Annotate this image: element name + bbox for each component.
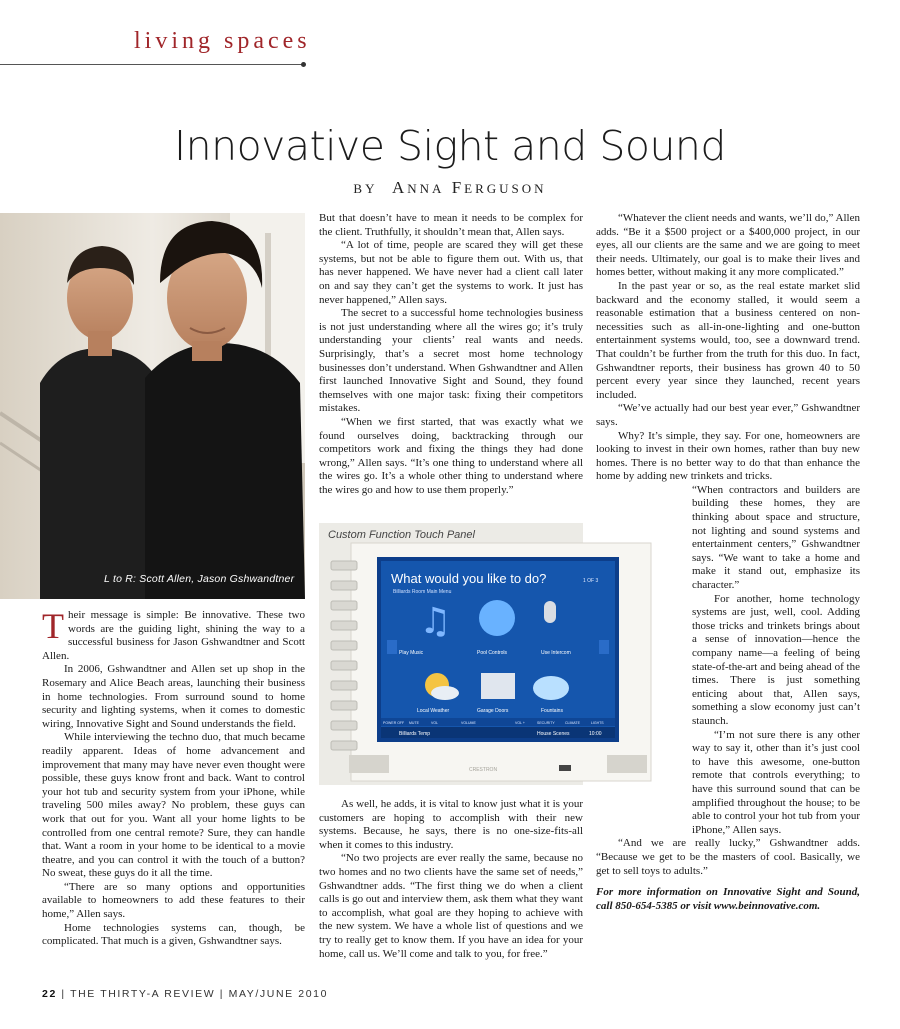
column-1 [42, 606, 305, 949]
panel-bottom-label-7: LIGHTS [591, 721, 604, 725]
panel-tile-weather: Local Weather [417, 708, 450, 714]
article-title: Innovative Sight and Sound [174, 122, 726, 170]
col3-paragraph-2: In the past year or so, as the real estate market slid backward and the economy stalled, it would seem a reasonable estimation that a business centered on non-necessities such as all-in-one-lighting and one-button entertainment systems would, too, see a downward trend. That couldn’t be further from the truth for this duo. In fact, Gshwandtner reports, their business has grown 40 to 50 percent every year since they launched, recent years included. [596, 279, 860, 401]
panel-bottom-label-3: VOLUME [461, 721, 476, 725]
panel-bottom-label-0: POWER OFF [383, 721, 405, 725]
page-number: 22 [42, 988, 57, 1000]
column-3 [596, 212, 860, 913]
panel-page-indicator: 1 OF 3 [583, 578, 599, 584]
col2a-paragraph-2: “A lot of time, people are scared they will get these systems, but not be able to figure them out. With us, that has never happened. We have never had a client call later on and say they can’t get the systems to work. It just has never happened,” Allen says. [319, 239, 583, 306]
byline-by: BY [353, 181, 378, 196]
panel-bottom-label-5: SECURITY [537, 721, 555, 725]
panel-tile-garage: Garage Doors [477, 708, 509, 714]
panel-bottom-label-1: MUTE [409, 721, 419, 725]
panel-tile-pool: Pool Controls [477, 650, 508, 656]
photo-caption: L to R: Scott Allen, Jason Gshwandtner [104, 573, 295, 585]
panel-bottom-label-6: CLIMATE [565, 721, 580, 725]
footer-separator-1: | [61, 988, 66, 1000]
byline-first-rest: NNA [407, 181, 445, 196]
music-note-icon: ♫ [419, 601, 452, 642]
page-footer [42, 988, 328, 1000]
panel-tile-fountains: Fountains [541, 708, 563, 714]
col2a-paragraph-3: The secret to a successful home technologies business is not just understanding where all the wires go; it’s truly understanding your clients’ real wants and needs. Surprisingly, that’s a secret most home technology businesses don’t understand. When Gshwandtner and Allen first launched Innovative Sight and Sound, they found themselves with one major task: fixing their competitors mistakes. [319, 307, 583, 415]
panel-bottom-label-4: VOL + [515, 721, 525, 725]
col3-paragraph-8: “And we are really lucky,” Gshwandtner adds. “Because we get to be the masters of cool. Basically, we get to sell toys to adults.” [596, 837, 860, 877]
col1-paragraph-1 [42, 606, 305, 663]
section-label: living spaces [134, 28, 311, 54]
publication-name: THE THIRTY-A REVIEW [70, 988, 216, 1000]
portrait-illustration [0, 213, 305, 599]
portrait-photo [0, 213, 305, 599]
touch-panel-image [319, 523, 604, 785]
col3-paragraph-5: “When contractors and builders are building these homes, they are thinking about space and structure, not lighting and sound systems and entertainment centers,” Gshwandtner says. “We want to take a home and make it stand out, emphasize its character.” [692, 483, 860, 592]
panel-subtitle: Billiards Room Main Menu [393, 589, 452, 595]
column-2-bottom [319, 798, 583, 961]
dropcap: T [42, 606, 64, 646]
col3-paragraph-6: For another, home technology systems are just, well, cool. Adding those tricks and trinkets brings about a sense of innovation—hence the company name—a feeling of being state-of-the-art and being ahead of the times. There is just something enticing about that, Allen says, something a slow economy just can’t staunch. [692, 592, 860, 727]
byline-first-initial: A [391, 178, 408, 197]
col1-paragraph-4: “There are so many options and opportunities available to homeowners to add these features to their home,” Allen says. [42, 880, 305, 921]
col2b-paragraph-2: “No two projects are ever really the same, because no two homes and no two clients have the same set of needs,” Gshwandtner adds. “The first thing we do when a client calls is go out and interview them, ask them what they want to accomplish, what goal are they hoping to achieve with the new system. We have a whole list of questions and we try to really get to know them. If you have an idea for your home, call us. We’ll come and talk to you, for free.” [319, 852, 583, 960]
col1-paragraph-3: While interviewing the techno duo, that much became readily apparent. Ideas of home advancement and improvement that many may have never even thought were possible, these guys know front and back. Want to control your hot tub and security system from your iPhone, while traveling 500 miles away? No problem, these guys can work that out for you. Want all your home lights to be controlled from one central remote? Sure, they can handle that. Want a room in your home to be identical to a movie theatre, and you can control it with the touch of a button? No sweat, these guys do it all the time. [42, 731, 305, 880]
panel-bottom-label-2: VOL [431, 721, 439, 725]
byline-last-initial: F [451, 178, 465, 197]
col3-paragraph-3: “We’ve actually had our best year ever,” Gshwandtner says. [596, 402, 860, 428]
col3-paragraph-4: Why? It’s simple, they say. For one, homeowners are looking to invest in their own homes, rather than buy new homes. There is no better way to do that than enhance the home by adding new trinkets and tricks. [596, 429, 860, 483]
panel-tile-intercom: Use Intercom [541, 650, 571, 656]
panel-status-right: 10:00 [589, 731, 602, 737]
col2a-paragraph-4: “When we first started, that was exactly what we found ourselves doing, backtracking through our competitors work and fixing the things they had done wrong,” Allen says. “It’s one thing to understand where all the wires go. It’s a whole other thing to understand where the wires go and how to use them properly.” [319, 415, 583, 496]
col2a-paragraph-1: But that doesn’t have to mean it needs to be complex for the client. Truthfully, it shouldn’t mean that, Allen says. [319, 212, 583, 238]
col3-paragraph-1: “Whatever the client needs and wants, we’ll do,” Allen adds. “Be it a $500 project or a $400,000 project, in our eyes, all our clients are the same and we are going to meet their needs. Ultimately, our goal is to make their lives and homes better, without making it any more complicated.” [596, 212, 860, 279]
col1-paragraph-2: In 2006, Gshwandtner and Allen set up shop in the Rosemary and Alice Beach areas, launching their business in home technologies. From surround sound to home security and lighting systems, when it comes to domestic wiring, Innovative Sight and Sound understands the field. [42, 663, 305, 730]
touch-panel-illustration [319, 523, 604, 785]
panel-screen-title: What would you like to do? [391, 571, 547, 586]
section-rule [0, 64, 304, 65]
byline-last-rest: ERGUSON [464, 181, 547, 196]
col1-p1-text: heir message is simple: Be innovative. These two words are the guiding light, shining the way to a successful business for Jason Gshwandtner and Scott Allen. [42, 609, 305, 662]
closing-info: For more information on Innovative Sight and Sound, call 850-654-5385 or visit www.beinnovative.com. [596, 886, 860, 912]
issue-date: MAY/JUNE 2010 [228, 988, 329, 1000]
panel-tile-partial: Play Music [399, 650, 424, 656]
col1-paragraph-5: Home technologies systems can, though, be complicated. That much is a given, Gshwandtner says. [42, 921, 305, 948]
panel-status-left: Billiards Temp [399, 731, 431, 737]
col3-paragraph-7: “I’m not sure there is any other way to say it, other than it’s just cool to have this awesome, one-button remote that controls everything; to have this surround sound that can be amplified throughout the house; to be able to control your hot tub from your iPhone,” Allen says. [692, 728, 860, 836]
panel-label: Custom Function Touch Panel [328, 529, 475, 541]
column-2-top [319, 212, 583, 497]
panel-status-mid: House Scenes [537, 731, 570, 737]
panel-brand: CRESTRON [469, 767, 498, 773]
footer-separator-2: | [219, 988, 225, 1000]
byline [0, 178, 900, 198]
col2b-paragraph-1: As well, he adds, it is vital to know just what it is your customers are hoping to accomplish with their new systems. Because, he says, there is no one-size-fits-all when it comes to this industry. [319, 798, 583, 851]
